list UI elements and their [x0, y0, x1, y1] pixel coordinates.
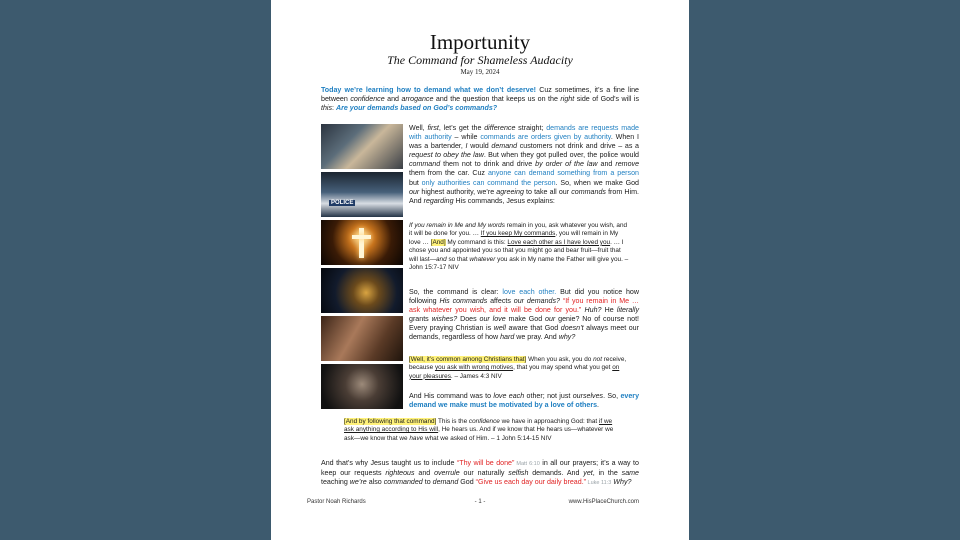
lamp-photo	[321, 268, 403, 313]
cross-icon	[359, 228, 364, 258]
paragraph-love: And His command was to love each other; not just ourselves. So, every demand we make must be motivated by a love of others.	[409, 392, 640, 410]
quote-1john: [And by following that command] This is the confidence we have in approaching God: that if we ask anything according to His will, He hears us. And if we know that He hears us—whatever we ask—we know that we have what we asked of Him. – 1 John 5:14-15 NIV	[344, 418, 614, 442]
quote-james: [Well, it’s common among Christians that] When you ask, you do not receive, because you ask with wrong motives, that you may spend what you get on your pleasures. – James 4:3 NIV	[409, 356, 627, 380]
page-title: Importunity	[429, 30, 531, 54]
footer-page-number: - 1 -	[474, 499, 486, 505]
page-subtitle: The Command for Shameless Audacity	[387, 53, 573, 67]
paragraph-thy-will: And that’s why Jesus taught us to include “Thy will be done” Matt 6:10 in all our prayers; it’s a way to keep our requests righteous and overrule our naturally selfish demands. And yet, in the same teaching we’re also commanded to demand God “Give us each day our daily bread.” Luke 11:3 Why?	[321, 459, 639, 487]
quote-john: If you remain in Me and My words remain in you, ask whatever you wish, and it will be done for you. … If you keep My commands, you will remain in My love … [And] My command is this: Love each other as I have loved you. … I chose you and appointed you so that you might go and bear fruit—fruit that will last—and so that whatever you ask in My name the Father will give you. – John 15:7-17 NIV	[409, 222, 629, 272]
paragraph-command: So, the command is clear: love each other. But did you notice how following His commands affects our demands? “If you remain in Me … ask whatever you wish, and it will be done for you.” Huh? He literally grants wishes? Does our love make God our genie? No of course not! Every praying Christian is well aware that God doesn’t always meet our demands, regardless of how hard we pray. And why?	[409, 288, 640, 342]
footer-author: Pastor Noah Richards	[307, 499, 366, 505]
prayer-photo	[321, 364, 403, 409]
paragraph-demands: Well, first, let’s get the difference straight; demands are requests made with authority – while commands are orders given by authority. When I was a bartender, I would demand customers not drink and drive – as a request to obey the law. But when they got pulled over, the police would command them not to drink and drive by order of the law and remove them from the car. Cuz anyone can demand something from a person but only authorities can command the person. So, when we make God our highest authority, we’re agreeing to take all our commands from Him. And regarding His commands, Jesus explains:	[409, 124, 640, 205]
bar-photo	[321, 124, 403, 169]
document-page	[271, 0, 689, 540]
police-sign: POLICE	[331, 200, 354, 206]
hands-photo	[321, 316, 403, 361]
footer-website[interactable]: www.HisPlaceChurch.com	[568, 499, 639, 505]
police-photo	[321, 172, 403, 217]
cross-photo	[321, 220, 403, 265]
intro-paragraph: Today we’re learning how to demand what we don’t deserve! Cuz sometimes, it’s a fine line between confidence and arrogance and the question that keeps us on the right side of God’s will is this: Are your demands based on God’s commands?	[321, 86, 639, 113]
photo-column	[321, 124, 403, 412]
page-date: May 19, 2024	[460, 68, 500, 76]
